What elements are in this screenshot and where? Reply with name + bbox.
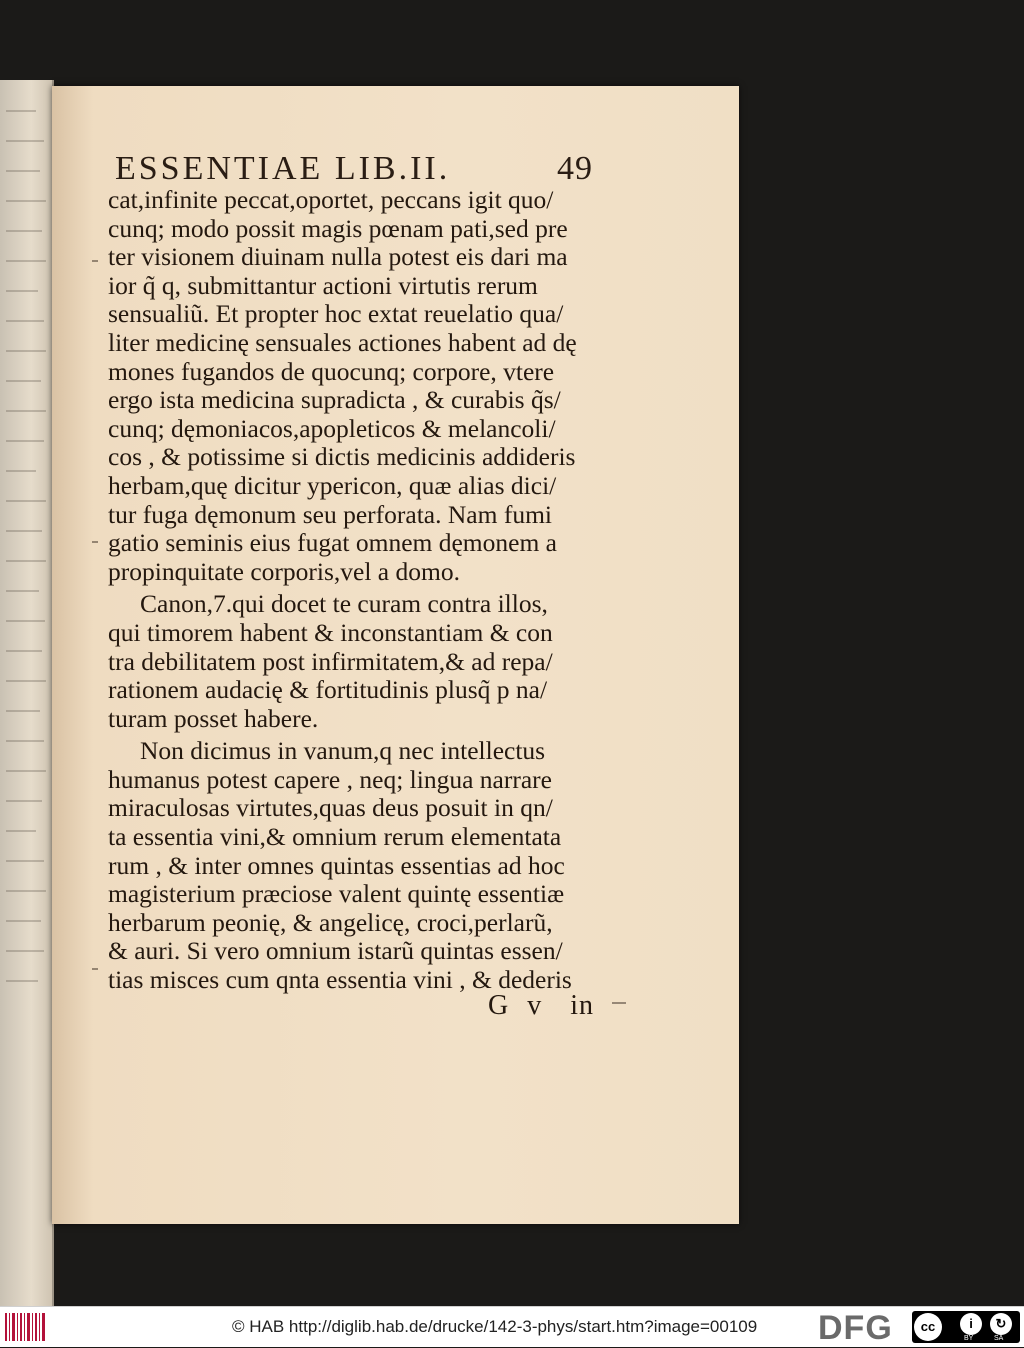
text-line: ergo ista medicina supradicta , & curabis q̃s/: [108, 385, 561, 415]
cc-license-badge[interactable]: [912, 1311, 1020, 1343]
text-line: herbarum peonię, & angelicę, croci,perlarũ,: [108, 907, 553, 937]
text-line: Canon,7.qui docet te curam contra illos,: [140, 589, 548, 619]
text-line: ta essentia vini,& omnium rerum elementata: [108, 822, 562, 852]
previous-page-edge: [0, 80, 54, 1310]
signature-mark: [488, 990, 594, 1022]
signature-letters: G v: [488, 990, 548, 1021]
barcode-icon: [4, 1311, 46, 1343]
text-line: sensualiũ. Et propter hoc extat reuelatio qua/: [108, 299, 564, 329]
footer-bar: [0, 1306, 1024, 1347]
text-line: ior q̃ q, submittantur actioni virtutis rerum: [108, 270, 538, 300]
text-line: cat,infinite peccat,oportet, peccans igit quo/: [108, 185, 554, 214]
text-line: cos , & potissime si dictis medicinis addideris: [108, 442, 576, 472]
margin-mark: [612, 1002, 626, 1004]
text-line: magisterium præciose valent quintę essentiæ: [108, 879, 565, 909]
text-line: tra debilitatem post infirmitatem,& ad repa/: [108, 646, 553, 676]
text-line: tur fuga dęmonum seu perforata. Nam fumi: [108, 499, 552, 529]
cc-icon: cc: [914, 1313, 942, 1341]
text-line: miraculosas virtutes,quas deus posuit in qn/: [108, 793, 553, 823]
running-head: [115, 150, 605, 190]
text-line: qui timorem habent & inconstantiam & con: [108, 617, 553, 647]
folio-number: 49: [557, 150, 593, 187]
margin-mark: [92, 541, 98, 543]
text-line: ter visionem diuinam nulla potest eis dari ma: [108, 242, 568, 272]
attribution-icon: i: [960, 1313, 982, 1335]
text-line: rationem audacię & fortitudinis plusq̃ p na/: [108, 675, 548, 705]
text-line: propinquitate corporis,vel a domo.: [108, 556, 460, 586]
text-line: rum , & inter omnes quintas essentias ad hoc: [108, 850, 565, 880]
margin-mark: [92, 260, 98, 262]
text-line: herbam,quę dicitur ypericon, quæ alias dici/: [108, 470, 557, 500]
text-line: Non dicimus in vanum,q nec intellectus: [140, 736, 546, 766]
text-line: mones fugandos de quocunq; corpore, vtere: [108, 356, 555, 386]
text-line: & auri. Si vero omnium istarũ quintas essen/: [108, 936, 563, 966]
text-line: gatio seminis eius fugat omnem dęmonem a: [108, 528, 557, 558]
text-line: tias misces cum qnta essentia vini , & dederis: [108, 965, 572, 995]
text-line: liter medicinę sensuales actiones habent ad dę: [108, 327, 577, 357]
credit-link[interactable]: © HAB http://diglib.hab.de/drucke/142-3-phys/start.htm?image=00109: [232, 1317, 758, 1336]
by-label: BY: [964, 1335, 974, 1342]
dfg-logo: DFG: [818, 1309, 893, 1347]
text-line: turam posset habere.: [108, 703, 319, 733]
text-line: cunq; modo possit magis pœnam pati,sed pre: [108, 213, 568, 243]
catchword: in: [570, 990, 595, 1021]
text-line: humanus potest capere , neq; lingua narrare: [108, 764, 552, 794]
margin-mark: [92, 968, 98, 970]
sa-label: SA: [994, 1335, 1004, 1342]
share-alike-icon: ↻: [990, 1313, 1012, 1335]
text-line: cunq; dęmoniacos,apopleticos & melancoli/: [108, 413, 556, 443]
body-text: [108, 186, 608, 995]
running-head-title: ESSENTIAE LIB.II.: [115, 150, 451, 187]
